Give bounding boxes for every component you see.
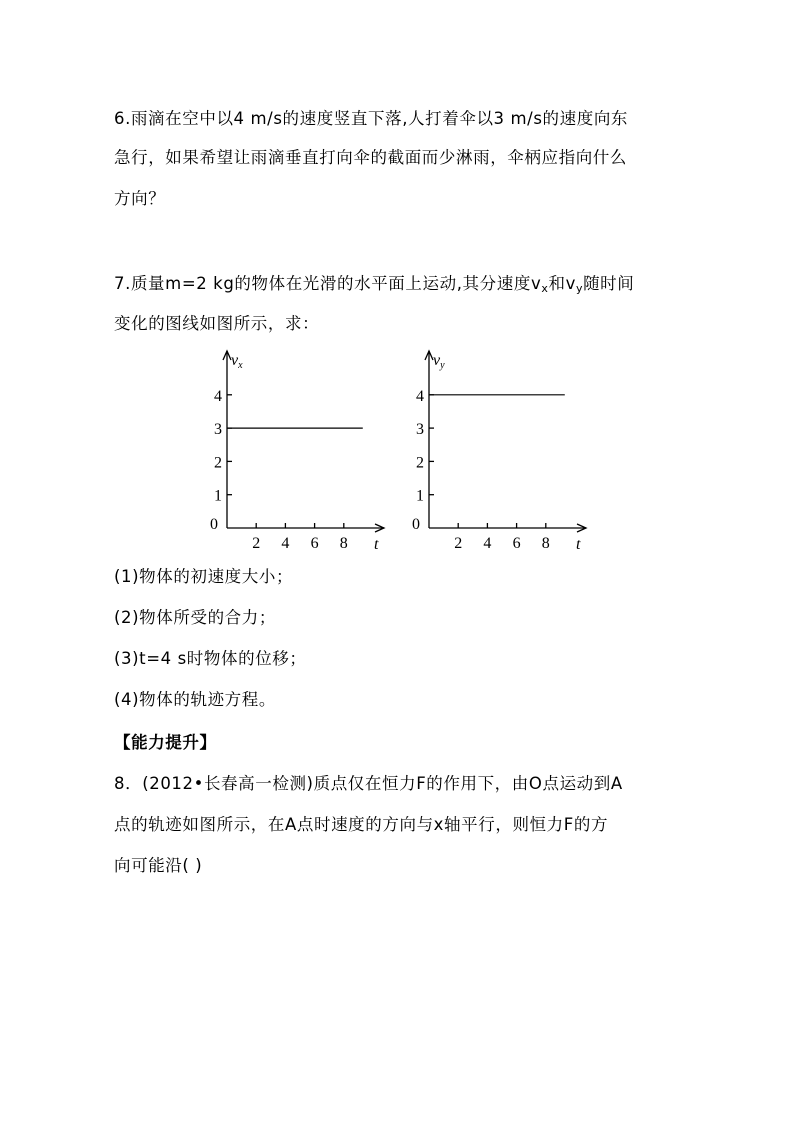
section-heading: 【能力提升】 [114,733,217,752]
x-tick-label: 4 [281,535,290,552]
origin-label: 0 [412,516,420,533]
q7-line-1 [114,273,634,300]
y-tick-label: 2 [214,454,222,472]
x-axis-label: t [576,536,581,553]
vx-v: v [530,274,542,293]
y-tick-label: 1 [214,487,222,505]
x-tick-label: 2 [252,535,261,552]
x-axis-label: t [374,536,379,553]
q6-line-3: 方向？ [114,189,166,208]
vy-v: v [565,274,576,293]
y-tick-label: 2 [416,454,424,472]
q7-line-2: 变化的图线如图所示，求： [114,314,320,333]
vx-chart [210,345,390,555]
q8-line-2: 点的轨迹如图所示，在A点时速度的方向与x轴平行，则恒力F的方 [114,815,609,834]
q6-line-1: 6.雨滴在空中以4 m/s的速度竖直下落,人打着伞以3 m/s的速度向东 [114,109,629,128]
vx-symbol [531,274,549,293]
and-word: 和 [548,274,566,293]
vy-symbol [566,274,584,293]
q7-sub-3: (3)t=4 s时物体的位移； [114,649,307,668]
y-axis-label: vy [433,352,445,371]
x-tick-label: 8 [541,535,550,552]
y-tick-label: 3 [214,421,222,439]
x-tick-label: 6 [512,535,521,552]
y-tick-label: 4 [214,387,222,405]
x-tick-label: 2 [454,535,463,552]
x-tick-label: 4 [483,535,492,552]
q7-line-1-tail: 随时间 [583,274,635,293]
vy-sub: y [575,282,584,295]
y-tick-label: 3 [416,421,424,439]
y-axis-label: vx [231,352,243,371]
q7-line-1-text: 7.质量m=2 kg的物体在光滑的水平面上运动,其分速度 [114,274,531,293]
q7-sub-1: (1)物体的初速度大小； [114,567,294,586]
y-tick-label: 1 [416,487,424,505]
q8-line-1: 8．(2012•长春高一检测)质点仅在恒力F的作用下，由O点运动到A [114,774,623,793]
q7-sub-4: (4)物体的轨迹方程。 [114,690,276,709]
y-tick-label: 4 [416,387,424,405]
vx-sub: x [541,282,549,295]
x-tick-label: 6 [310,535,319,552]
q7-sub-2: (2)物体所受的合力； [114,608,276,627]
q8-line-3: 向可能沿( ) [114,856,203,875]
origin-label: 0 [210,516,218,533]
q6-line-2: 急行，如果希望让雨滴垂直打向伞的截面而少淋雨，伞柄应指向什么 [114,148,627,167]
vy-chart [412,345,597,555]
x-tick-label: 8 [339,535,348,552]
